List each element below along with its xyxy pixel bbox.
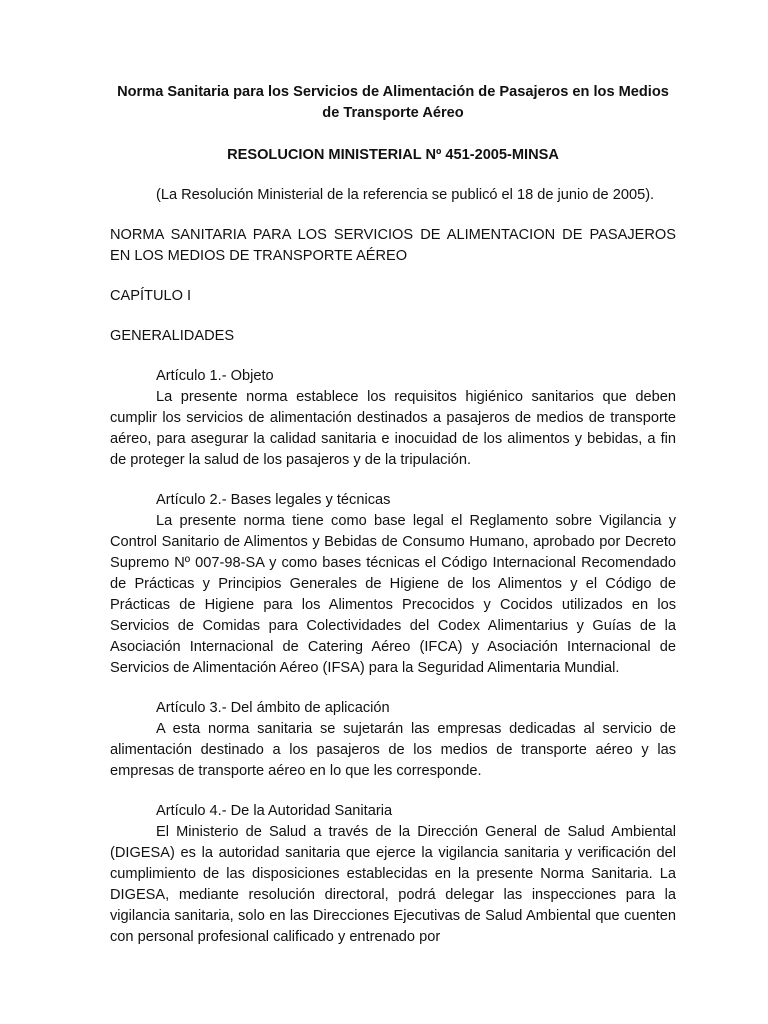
- article-body: El Ministerio de Salud a través de la Dirección General de Salud Ambiental (DIGESA) es la autoridad sanitaria que ejerce la vigilancia sanitaria y verificación del cumplimiento de las disposiciones establecidas en la presente Norma Sanitaria. La DIGESA, mediante resolución directoral, podrá delegar las inspecciones para la vigilancia sanitaria, solo en las Direcciones Ejecutivas de Salud Ambiental que cuenten con personal profesional calificado y entrenado por: [110, 824, 676, 945]
- article-4: [110, 801, 676, 948]
- article-body: La presente norma tiene como base legal el Reglamento sobre Vigilancia y Control Sanitario de Alimentos y Bebidas de Consumo Humano, aprobado por Decreto Supremo Nº 007-98-SA y como bases técnicas el Código Internacional Recomendado de Prácticas y Principios Generales de Higiene de los Alimentos y el Código de Prácticas de Higiene para los Alimentos Precocidos y Cocidos utilizados en los Servicios de Comidas para Colectividades del Codex Alimentarius y Guías de la Asociación Internacional de Catering Aéreo (IFCA) y Asociación Internacional de Servicios de Alimentación Aéreo (IFSA) para la Seguridad Alimentaria Mundial.: [110, 513, 676, 676]
- article-3: [110, 698, 676, 782]
- document-title: Norma Sanitaria para los Servicios de Alimentación de Pasajeros en los Medios de Transporte Aéreo: [117, 84, 669, 121]
- article-2: [110, 490, 676, 679]
- article-body: A esta norma sanitaria se sujetarán las empresas dedicadas al servicio de alimentación destinado a los pasajeros de los medios de transporte aéreo y las empresas de transporte aéreo en lo que les corresponde.: [110, 721, 676, 779]
- publication-note: (La Resolución Ministerial de la referencia se publicó el 18 de junio de 2005).: [156, 187, 655, 203]
- article-heading: Artículo 1.- Objeto: [156, 368, 274, 384]
- chapter-label: CAPÍTULO I: [110, 288, 192, 304]
- article-heading: Artículo 3.- Del ámbito de aplicación: [156, 700, 390, 716]
- article-heading: Artículo 2.- Bases legales y técnicas: [156, 492, 391, 508]
- article-body: La presente norma establece los requisitos higiénico sanitarios que deben cumplir los servicios de alimentación destinados a pasajeros de medios de transporte aéreo, para asegurar la calidad sanitaria e inocuidad de los alimentos y bebidas, a fin de proteger la salud de los pasajeros y de la tripulación.: [110, 389, 676, 468]
- article-heading: Artículo 4.- De la Autoridad Sanitaria: [156, 803, 393, 819]
- document-page: [110, 82, 676, 948]
- resolution-number: RESOLUCION MINISTERIAL Nº 451-2005-MINSA: [227, 147, 559, 163]
- chapter-title: GENERALIDADES: [110, 328, 235, 344]
- norm-heading: NORMA SANITARIA PARA LOS SERVICIOS DE ALIMENTACION DE PASAJEROS EN LOS MEDIOS DE TRANSPORTE AÉREO: [110, 227, 676, 264]
- article-1: [110, 366, 676, 471]
